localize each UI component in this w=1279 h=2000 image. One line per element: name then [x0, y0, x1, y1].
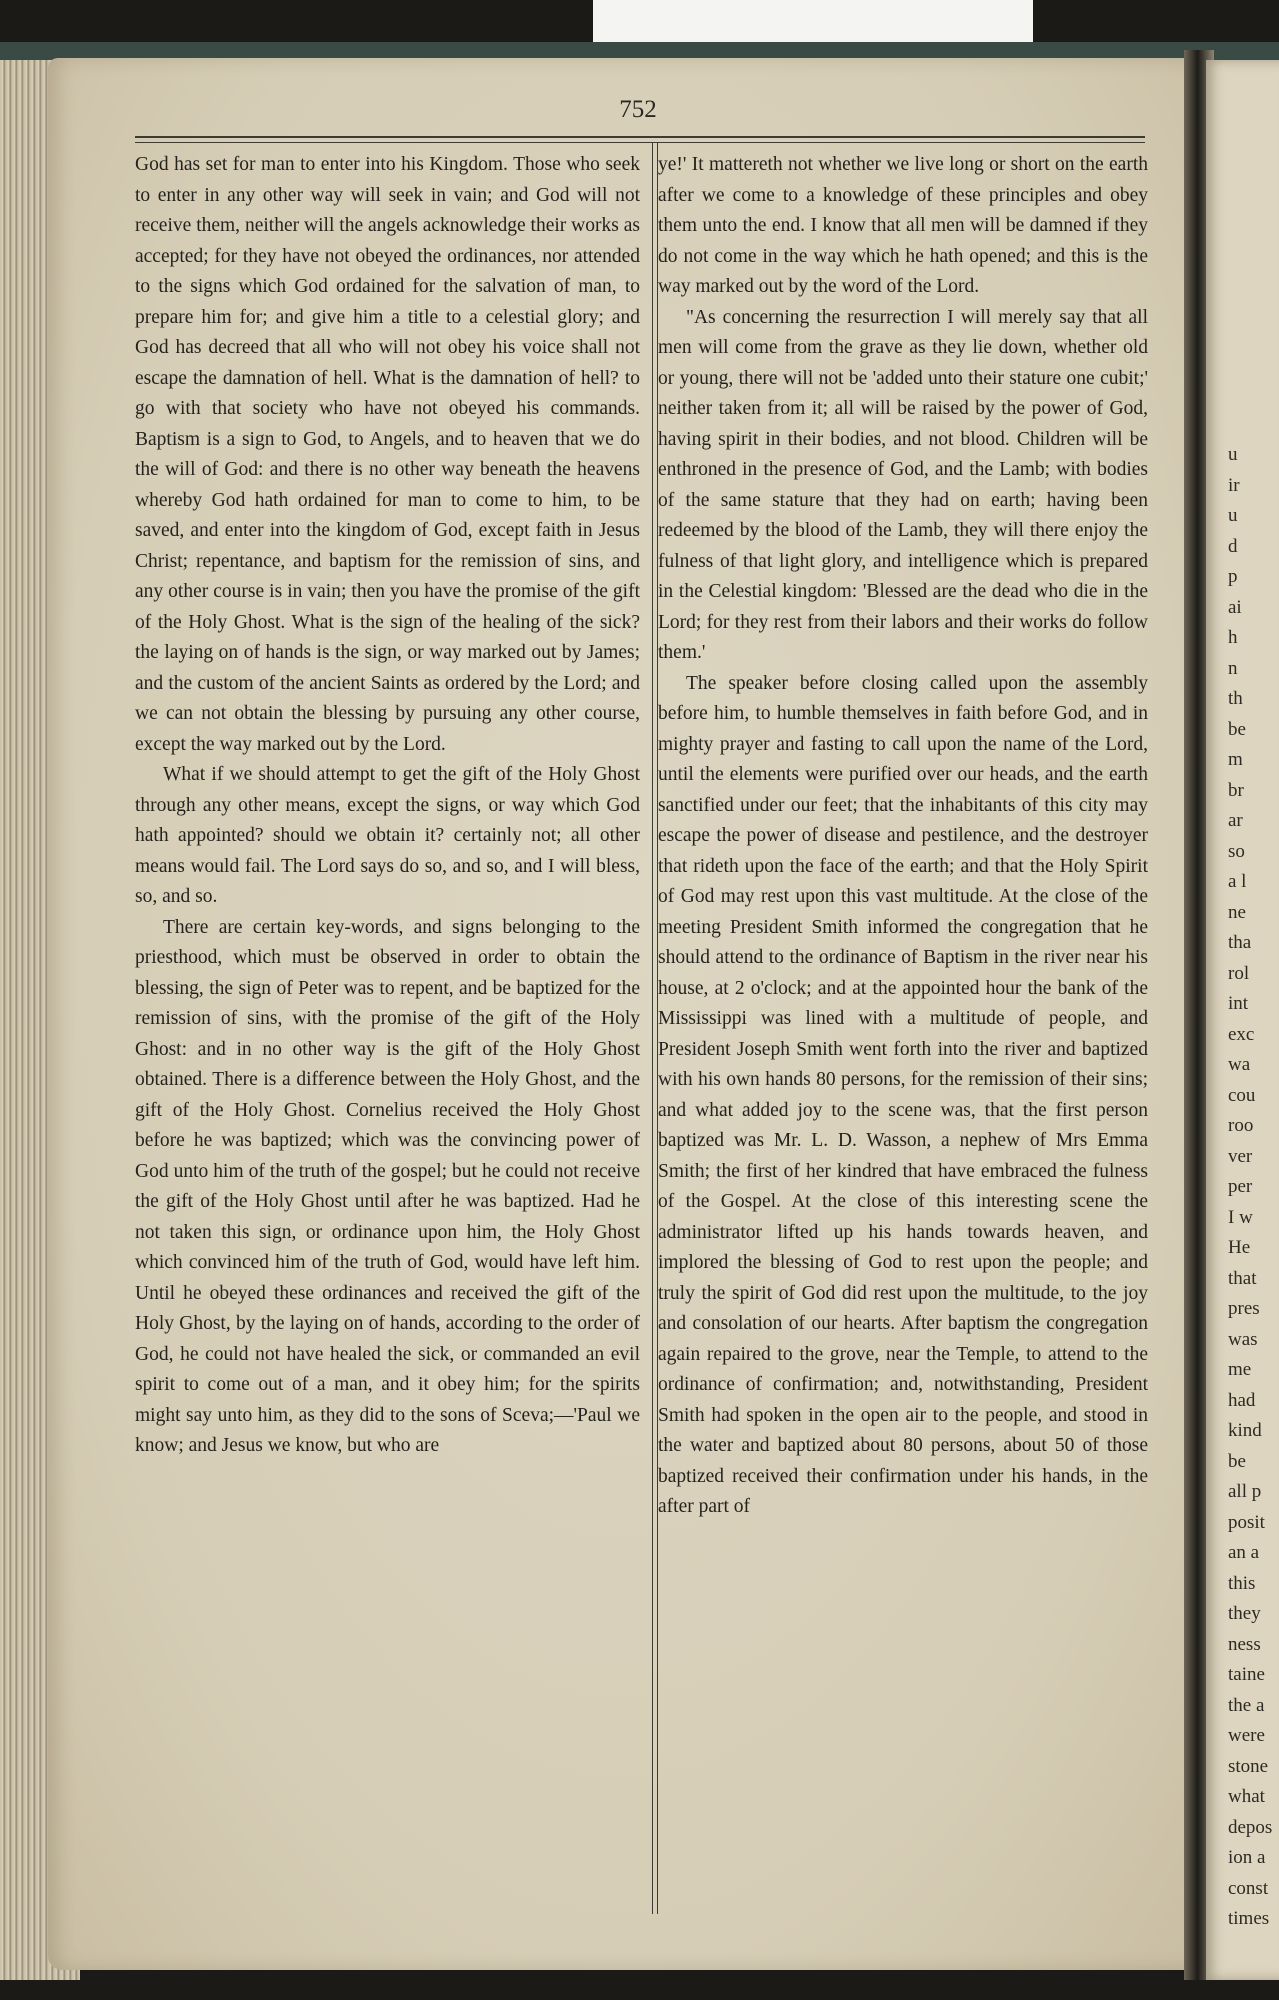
next-page-fragment: ion a [1228, 1847, 1266, 1868]
paragraph: What if we should attempt to get the gift of the Holy Ghost through any other means, except the signs, or way which God hath appointed? should we obtain it? certainly not; all other means would fail. The Lord says do so, and so, and I will bless, so, and so. [135, 764, 640, 907]
next-page-fragment: the a [1228, 1694, 1265, 1716]
paragraph: There are certain key-words, and signs belonging to the priesthood, which must be observed in order to obtain the blessing, the sign of Peter was to repent, and be baptized for the remission of sins, with the promise of the gift of the Holy Ghost: and in no other way is the gift of the Holy Ghost obtained. There is a difference between the Holy Ghost, and the gift of the Holy Ghost. Cornelius received the Holy Ghost before he was baptized; which was the convincing power of God unto him of the truth of the gospel; but he could not receive the gift of the Holy Ghost until after he was baptized. Had he not taken this sign, or ordinance upon him, the Holy Ghost which convinced him of the truth of God, would have left him. Until he obeyed these ordinances and received the gift of the Holy Ghost, by the laying on of hands, according to the order of God, he could not have healed the sick, or commanded an evil spirit to come out of a man, and it obey him; for the spirits might say unto him, as they did to the sons of Sceva;—'Paul we know; and Jesus we know, but who are [135, 916, 640, 1456]
next-page-fragment: an a [1228, 1542, 1260, 1563]
next-page-fragment: that [1228, 1267, 1257, 1289]
next-page-fragment: cou [1228, 1084, 1256, 1106]
right-column [658, 150, 1148, 1523]
next-page-fragment: taine [1228, 1664, 1265, 1685]
paragraph: The speaker before closing called upon the assembly before him, to humble themselves in faith before God, and in mighty prayer and fasting to call upon the name of the Lord, until the elements were purified over our heads, and the earth sanctified under our feet; that the inhabitants of this city may escape the power of disease and pestilence, and the destroyer that rideth upon the face of the earth; and that the Holy Spirit of God may rest upon this vast multitude. At the close of the meeting President Smith informed the congregation that he should attend to the ordinance of Baptism in the river near his house, at 2 o'clock; and at the appointed hour the bank of the Mississippi was lined with a multitude of people, and President Joseph Smith went forth into the river and baptized with his own hands 80 persons, for the remission of their sins; and what added joy to the scene was, that the first person baptized was Mr. L. D. Wasson, a nephew of Mrs Emma Smith; the first of her kindred that have embraced the fulness of the Gospel. At the close of this interesting scene the administrator lifted up his hands towards heaven, and implored the blessing of God to rest upon the people; and truly the spirit of God did rest upon the multitude, to the joy and consolation of our hearts. After baptism the congregation again repaired to the grove, near the Temple, to attend to the ordinance of confirmation; and, notwithstanding, President Smith had spoken in the open air to the people, and stood in the water and baptized about 80 persons, about 50 of those baptized received their confirmation under his hands, in the after part of [658, 672, 1148, 1517]
header-rule [135, 136, 1145, 143]
next-page-fragment: per [1228, 1176, 1253, 1197]
next-page-fragment: h [1228, 627, 1238, 648]
next-page-fragment: they [1228, 1603, 1261, 1624]
next-page-fragment: ne [1228, 901, 1246, 923]
next-page-fragment: m [1228, 749, 1243, 770]
next-page-fragment: what [1228, 1786, 1265, 1807]
next-page-fragment: roo [1228, 1115, 1254, 1136]
next-page-fragment: be [1228, 718, 1246, 740]
next-page-fragment: ai [1228, 596, 1242, 618]
page-number: 752 [619, 96, 657, 123]
paragraph: God has set for man to enter into his Kingdom. Those who seek to enter in any other way will seek in vain; and God will not receive them, neither will the angels acknowledge their works as accepted; for they have not obeyed the ordinances, nor attended to the signs which God ordained for the salvation of man, to prepare him for; and give him a title to a celestial glory; and God has decreed that all who will not obey his voice shall not escape the damnation of hell. What is the damnation of hell? to go with that society who have not obeyed his commands. Baptism is a sign to God, to Angels, and to heaven that we do the will of God: and there is no other way beneath the heavens whereby God hath ordained for man to come to him, to be saved, and enter into the kingdom of God, except faith in Jesus Christ; repentance, and baptism for the remission of sins, and any other course is in vain; then you have the promise of the gift of the Holy Ghost. What is the sign of the healing of the sick? the laying on of hands is the sign, or way marked out by James; and the custom of the ancient Saints as ordered by the Lord; and we can not obtain the blessing by pursuing any other course, except the way marked out by the Lord. [135, 154, 640, 755]
next-page-fragment: u [1228, 444, 1238, 465]
next-page-fragment: ness [1228, 1633, 1261, 1655]
next-page-fragment: so [1228, 840, 1245, 862]
next-page-fragment: depos [1228, 1816, 1273, 1838]
next-page-fragment: int [1228, 993, 1249, 1014]
next-page-fragment: pres [1228, 1298, 1260, 1319]
next-page-fragment: d [1228, 535, 1238, 557]
next-page-fragment: was [1228, 1328, 1258, 1350]
next-page-fragment: stone [1228, 1755, 1269, 1777]
next-page-fragment: ir [1228, 474, 1240, 496]
next-page-fragment: this [1228, 1572, 1256, 1594]
next-page-fragment: n [1228, 657, 1238, 679]
next-page-fragment: u [1228, 505, 1238, 526]
next-page-fragment: const [1228, 1877, 1269, 1899]
paragraph: "As concerning the resurrection I will merely say that all men will come from the grave as they lie down, whether old or young, there will not be 'added unto their stature one cubit;' neither taken from it; all will be raised by the power of God, having spirit in their bodies, and not blood. Children will be enthroned in the presence of God, and the Lamb; with bodies of the same stature that they had on earth; having been redeemed by the blood of the Lamb, they will there enjoy the fulness of that light glory, and intelligence which is prepared in the Celestial kingdom: 'Blessed are the dead who die in the Lord; for they rest from their labors and their works do follow them.' [658, 306, 1148, 663]
next-page-fragment: posit [1228, 1511, 1265, 1533]
next-page-fragment: had [1228, 1389, 1256, 1411]
next-page-fragment: a l [1228, 871, 1247, 892]
next-page-fragment: rol [1228, 962, 1250, 984]
next-page-fragment: be [1228, 1450, 1246, 1472]
next-page-fragment: times [1228, 1908, 1270, 1929]
next-page-fragment: ver [1228, 1145, 1253, 1167]
next-page-fragment: th [1228, 688, 1243, 709]
next-page-fragment: exc [1228, 1023, 1255, 1045]
next-page-fragment: tha [1228, 932, 1252, 953]
next-page-fragment: me [1228, 1359, 1252, 1380]
next-page-fragment: all p [1228, 1481, 1262, 1502]
next-page-fragment: p [1228, 566, 1238, 587]
next-page-fragment: He [1228, 1237, 1251, 1258]
paragraph: ye!' It mattereth not whether we live long or short on the earth after we come to a knowledge of these principles and obey them unto the end. I know that all men will be damned if they do not come in the way which he hath opened; and this is the way marked out by the word of the Lord. [658, 154, 1148, 297]
next-page-fragment: were [1228, 1725, 1265, 1746]
next-page-fragment: wa [1228, 1054, 1251, 1075]
left-column [135, 150, 640, 1462]
next-page-fragment: ar [1228, 810, 1243, 831]
next-page-text-fragments [1228, 440, 1279, 1935]
next-page-fragment: kind [1228, 1420, 1262, 1441]
next-page-fragment: br [1228, 779, 1244, 801]
next-page-fragment: I w [1228, 1206, 1253, 1228]
